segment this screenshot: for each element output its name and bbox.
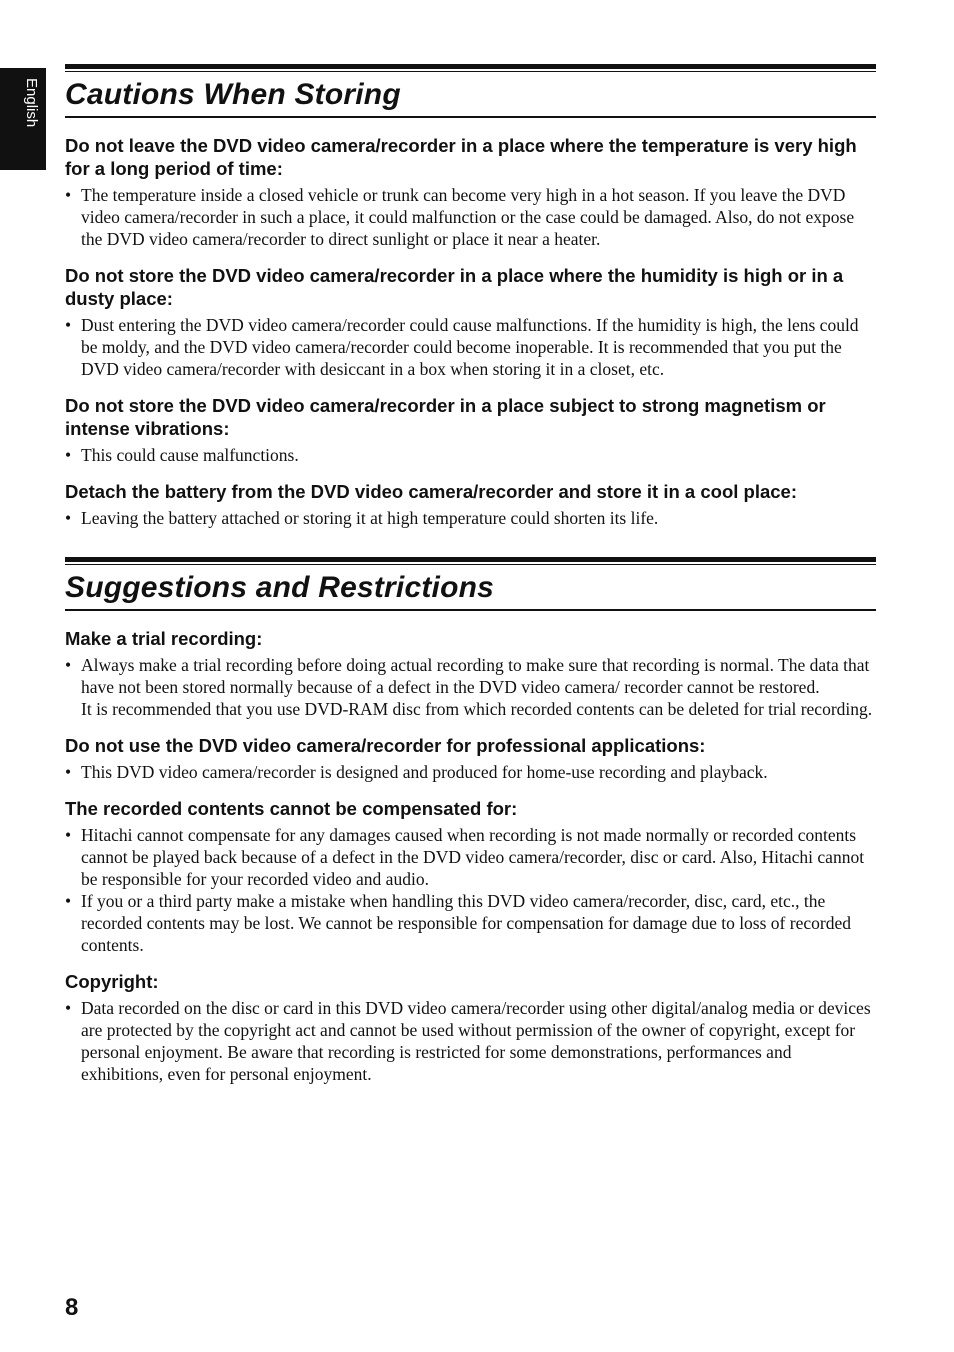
- topic-high-temperature: [65, 134, 876, 250]
- topic-humidity-dust: [65, 264, 876, 380]
- topic-compensation: [65, 797, 876, 956]
- section-title: Cautions When Storing: [65, 72, 876, 118]
- section-cautions-when-storing: [65, 64, 876, 529]
- bullet-item: [65, 314, 876, 380]
- bullet-list: [65, 761, 876, 783]
- bullet-item: [65, 654, 876, 720]
- bullet-item: [65, 997, 876, 1085]
- bullet-text: • Dust entering the DVD video camera/recorder could cause malfunctions. If the humidity is high, the lens could be moldy, and the DVD video camera/recorder could become inoperable. It is recommended that you put the DVD video camera/recorder with desiccant in a box when storing it in a closet, etc.: [81, 315, 859, 379]
- bullet-list: [65, 997, 876, 1085]
- bullet-item: [65, 824, 876, 890]
- bullet-text: • If you or a third party make a mistake when handling this DVD video camera/recorder, disc, card, etc., the recorded contents may be lost. We cannot be responsible for compensation for damage due to loss of recorded contents.: [81, 891, 851, 955]
- bullet-text: • Leaving the battery attached or storing it at high temperature could shorten its life.: [81, 508, 659, 528]
- bullet-item: [65, 507, 876, 529]
- bullet-list: [65, 444, 876, 466]
- bullet-list: [65, 314, 876, 380]
- language-label: English: [23, 78, 40, 128]
- bullet-item: [65, 761, 876, 783]
- bullet-list: [65, 824, 876, 956]
- bullet-list: [65, 507, 876, 529]
- language-side-tab: [0, 68, 46, 170]
- section-header: [65, 557, 876, 611]
- topic-copyright: [65, 970, 876, 1085]
- topic-trial-recording: [65, 627, 876, 720]
- bullet-item: [65, 444, 876, 466]
- topic-heading: Make a trial recording:: [65, 628, 263, 649]
- topic-heading: Do not leave the DVD video camera/recorder in a place where the temperature is very high for a long period of time:: [65, 135, 857, 179]
- bullet-item: [65, 890, 876, 956]
- topic-heading: Do not store the DVD video camera/recorder in a place subject to strong magnetism or intense vibrations:: [65, 395, 826, 439]
- section-title: Suggestions and Restrictions: [65, 565, 876, 611]
- bullet-text: • This could cause malfunctions.: [81, 445, 299, 465]
- bullet-text: • Hitachi cannot compensate for any damages caused when recording is not made normally or recorded contents cannot be played back because of a defect in the DVD video camera/recorder, disc or card. Also, Hitachi cannot be responsible for your recorded video and audio.: [81, 825, 865, 889]
- page-number: 8: [65, 1294, 79, 1321]
- topic-heading: The recorded contents cannot be compensated for:: [65, 798, 518, 819]
- topic-heading: Detach the battery from the DVD video camera/recorder and store it in a cool place:: [65, 481, 797, 502]
- bullet-text-continued: It is recommended that you use DVD-RAM disc from which recorded contents can be deleted for trial recording.: [81, 699, 873, 719]
- heading-rule: [65, 557, 876, 562]
- section-header: [65, 64, 876, 118]
- bullet-list: [65, 654, 876, 720]
- topic-heading: Do not use the DVD video camera/recorder for professional applications:: [65, 735, 706, 756]
- topic-magnetism-vibration: [65, 394, 876, 466]
- bullet-text: • The temperature inside a closed vehicle or trunk can become very high in a hot season. If you leave the DVD video camera/recorder in such a place, it could malfunction or the case could be damaged. Also, do not expose the DVD video camera/recorder to direct sunlight or place it near a heater.: [81, 185, 855, 249]
- bullet-item: [65, 184, 876, 250]
- heading-rule: [65, 64, 876, 69]
- bullet-text: • Data recorded on the disc or card in this DVD video camera/recorder using other digital/analog media or devices are protected by the copyright act and cannot be used without permission of the owner of copyright, except for personal enjoyment. Be aware that recording is restricted for some demonstrations, performances and exhibitions, even for personal enjoyment.: [81, 998, 871, 1084]
- page-content: [65, 64, 876, 1085]
- topic-heading: Copyright:: [65, 971, 159, 992]
- section-suggestions-and-restrictions: [65, 557, 876, 1085]
- bullet-text: • Always make a trial recording before doing actual recording to make sure that recording is normal. The data that have not been stored normally because of a defect in the DVD video camera/ recorder cannot be restored.: [81, 655, 870, 697]
- bullet-list: [65, 184, 876, 250]
- topic-heading: Do not store the DVD video camera/recorder in a place where the humidity is high or in a dusty place:: [65, 265, 844, 309]
- topic-battery-storage: [65, 480, 876, 529]
- bullet-text: • This DVD video camera/recorder is designed and produced for home-use recording and playback.: [81, 762, 768, 782]
- topic-professional-use: [65, 734, 876, 783]
